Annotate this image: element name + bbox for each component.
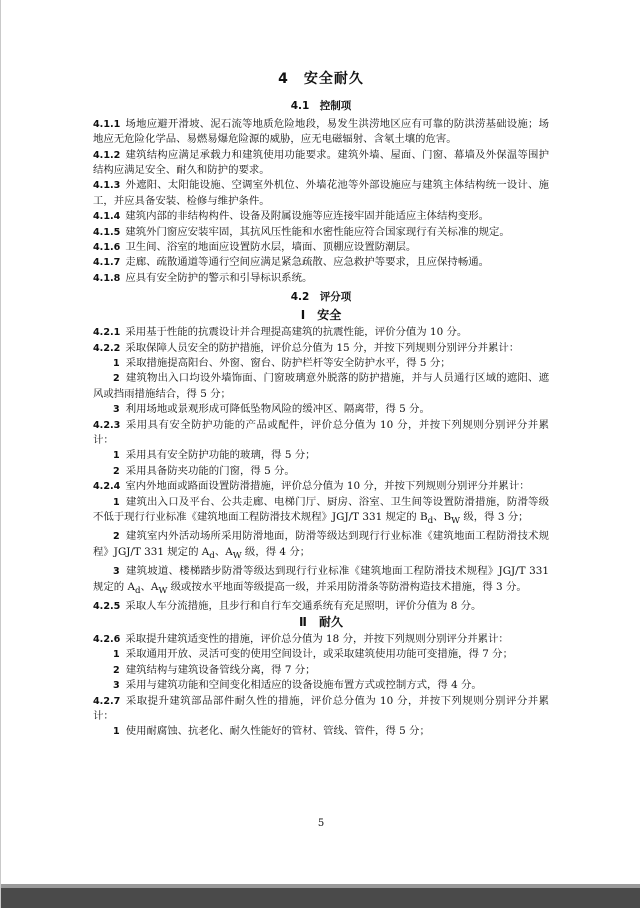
subscript: W (451, 516, 461, 527)
clause-text: 采用具有安全防护功能的产品或配件，评价总分值为 10 分，并按下列规则分别评分并累计： (93, 418, 549, 446)
sub-item-text: 级，得 4 分； (241, 545, 311, 558)
sub-item-text: 采用具有安全防护功能的玻璃，得 5 分； (125, 449, 316, 462)
clause-number: 4.2.2 (93, 342, 121, 354)
sub-item-text: 建筑出入口及平台、公共走廊、电梯门厅、厨房、浴室、卫生间等设置防滑措施，防滑等级不低于现行行业标准《建筑地面工程防滑技术规程》JGJ/T 331 规定的 B (93, 495, 549, 523)
sub-item-number: 3 (113, 680, 120, 692)
clause-number: 4.1.5 (93, 226, 121, 238)
sub-item-text: 级或按水平地面等级提高一级，并采用防滑条等防滑构造技术措施，得 3 分。 (167, 580, 527, 593)
clause (93, 599, 549, 614)
page-content (93, 72, 549, 740)
clause-text: 采取人车分流措施，且步行和自行车交通系统有充足照明，评价分值为 8 分。 (125, 600, 482, 613)
sub-item-text: 采取通用开放、灵活可变的使用空间设计，或采取建筑使用功能可变措施，得 7 分； (125, 648, 513, 661)
sub-item-text: 、A (214, 545, 233, 558)
subscript: d (427, 516, 434, 527)
clause (93, 271, 549, 286)
scroll-strip (1, 884, 640, 888)
clause (93, 325, 549, 340)
clause-text: 采取提升建筑适变性的措施，评价总分值为 18 分，并按下列规则分别评分并累计： (125, 633, 509, 646)
clause-number: 4.1.1 (93, 118, 121, 130)
sub-item (93, 663, 549, 678)
sub-item-text: 采取措施提高阳台、外窗、窗台、防护栏杆等安全防护水平，得 5 分； (125, 356, 451, 369)
subscript: W (158, 585, 168, 596)
clause-text: 场地应避开滑坡、泥石流等地质危险地段，易发生洪涝地区应有可靠的防洪涝基础设施；场地应无危险化学品、易燃易爆危险源的威胁，应无电磁辐射、含氡土壤的危害。 (93, 117, 549, 146)
sub-item-text: 利用场地或景观形成可降低坠物风险的缓冲区、隔离带，得 5 分。 (125, 403, 430, 416)
clause-text: 建筑内部的非结构构件、设备及附属设施等应连接牢固并能适应主体结构变形。 (125, 210, 489, 223)
clause-number: 4.1.6 (93, 242, 121, 254)
sub-item-number: 2 (113, 373, 120, 385)
clause-text: 卫生间、浴室的地面应设置防水层，墙面、顶棚应设置防潮层。 (125, 241, 417, 254)
sub-item-text: 建筑坡道、楼梯踏步防滑等级达到现行行业标准《建筑地面工程防滑技术规程》JGJ/T 331 规定的 A (93, 565, 549, 593)
clause-text: 室内外地面或路面设置防滑措施，评价总分值为 10 分，并按下列规则分别评分并累计： (125, 480, 530, 493)
part-title-safety: Ⅰ 安全 (300, 307, 342, 322)
clause-number: 4.1.3 (93, 180, 121, 192)
sub-item-number: 2 (113, 664, 120, 676)
part-title-durability: Ⅱ 耐久 (299, 614, 343, 629)
clause-text: 外遮阳、太阳能设施、空调室外机位、外墙花池等外部设施应与建筑主体结构统一设计、施工，并应具备安装、检修与维护条件。 (93, 179, 549, 207)
sub-item (93, 402, 549, 417)
clause-number: 4.1.7 (93, 257, 121, 269)
clause-number: 4.2.3 (93, 419, 121, 431)
page-number: 5 (317, 818, 325, 829)
clause-number: 4.2.6 (93, 634, 121, 646)
clause (93, 341, 549, 356)
sub-item-text: 建筑室内外活动场所采用防滑地面，防滑等级达到现行行业标准《建筑地面工程防滑技术规程》JGJ/T 331 规定的 A (93, 530, 549, 558)
viewer-bottom-edge (1, 884, 640, 908)
sub-item (93, 724, 549, 739)
sub-item (93, 564, 549, 599)
sub-item-number: 3 (113, 566, 120, 578)
sub-item-text: 建筑物出入口均设外墙饰面、门窗玻璃意外脱落的防护措施，并与人员通行区域的遮阳、遮风或挡雨措施结合，得 5 分； (93, 372, 549, 400)
clause-text: 应具有安全防护的警示和引导标识系统。 (125, 271, 313, 284)
sub-item (93, 464, 549, 479)
sub-item (93, 678, 549, 693)
section-title-control-items: 4.1 控制项 (290, 100, 352, 113)
sub-item-text: 、A (140, 580, 159, 593)
sub-item-number: 1 (113, 450, 120, 462)
sub-item-number: 1 (113, 357, 120, 369)
clause-number: 4.1.4 (93, 211, 121, 223)
clause (93, 418, 549, 449)
sub-item-number: 1 (113, 496, 120, 508)
clause (93, 632, 549, 647)
clause-text: 走廊、疏散通道等通行空间应满足紧急疏散、应急救护等要求，且应保持畅通。 (125, 256, 489, 269)
chapter-title: 4 安全耐久 (278, 71, 364, 87)
section-title-scoring-items: 4.2 评分项 (290, 291, 352, 304)
subscript: d (134, 585, 141, 596)
subscript: d (209, 550, 215, 561)
sub-item (93, 356, 549, 371)
clause (93, 148, 549, 179)
clause-number: 4.1.8 (93, 272, 121, 284)
sub-item (93, 495, 549, 530)
clause (93, 694, 549, 725)
clause-number: 4.2.5 (93, 601, 121, 613)
clause (93, 240, 549, 255)
subscript: W (232, 550, 242, 561)
sub-item-number: 1 (113, 726, 120, 738)
sub-item-text: 、B (433, 510, 452, 523)
sub-item-text: 采用具备防夹功能的门窗，得 5 分。 (125, 464, 295, 477)
sub-item-text: 使用耐腐蚀、抗老化、耐久性能好的管材、管线、管件，得 5 分； (125, 725, 430, 738)
clause-text: 采取保障人员安全的防护措施，评价总分值为 15 分，并按下列规则分别评分并累计： (125, 341, 520, 354)
clause-number: 4.2.7 (93, 695, 121, 707)
sub-item-text: 级，得 3 分； (460, 510, 529, 523)
clause-text: 建筑外门窗应安装牢固，其抗风压性能和水密性能应符合国家现行有关标准的规定。 (125, 225, 510, 238)
sub-item (93, 529, 549, 564)
sub-item-number: 1 (113, 649, 120, 661)
clause (93, 255, 549, 270)
sub-item-text: 采用与建筑功能和空间变化相适应的设备设施布置方式或控制方式，得 4 分。 (125, 679, 482, 692)
sub-item-number: 2 (113, 531, 120, 543)
clause-number: 4.2.1 (93, 327, 121, 339)
clause-text: 采取提升建筑部品部件耐久性的措施，评价总分值为 10 分，并按下列规则分别评分并累计： (93, 694, 549, 723)
sub-item-number: 2 (113, 465, 120, 477)
clause-text: 采用基于性能的抗震设计并合理提高建筑的抗震性能，评价分值为 10 分。 (125, 326, 468, 339)
clause-number: 4.1.2 (93, 149, 121, 161)
clause-text: 建筑结构应满足承载力和建筑使用功能要求。建筑外墙、屋面、门窗、幕墙及外保温等围护结构应满足安全、耐久和防护的要求。 (93, 148, 549, 177)
sub-item (93, 448, 549, 463)
clause (93, 479, 549, 494)
clause-number: 4.2.4 (93, 481, 121, 493)
clause (93, 225, 549, 240)
sub-item (93, 371, 549, 402)
clause (93, 178, 549, 209)
sub-item-number: 3 (113, 404, 120, 416)
sub-item-text: 建筑结构与建筑设备管线分离，得 7 分； (125, 663, 316, 676)
clause (93, 117, 549, 148)
clause (93, 209, 549, 224)
sub-item (93, 647, 549, 662)
